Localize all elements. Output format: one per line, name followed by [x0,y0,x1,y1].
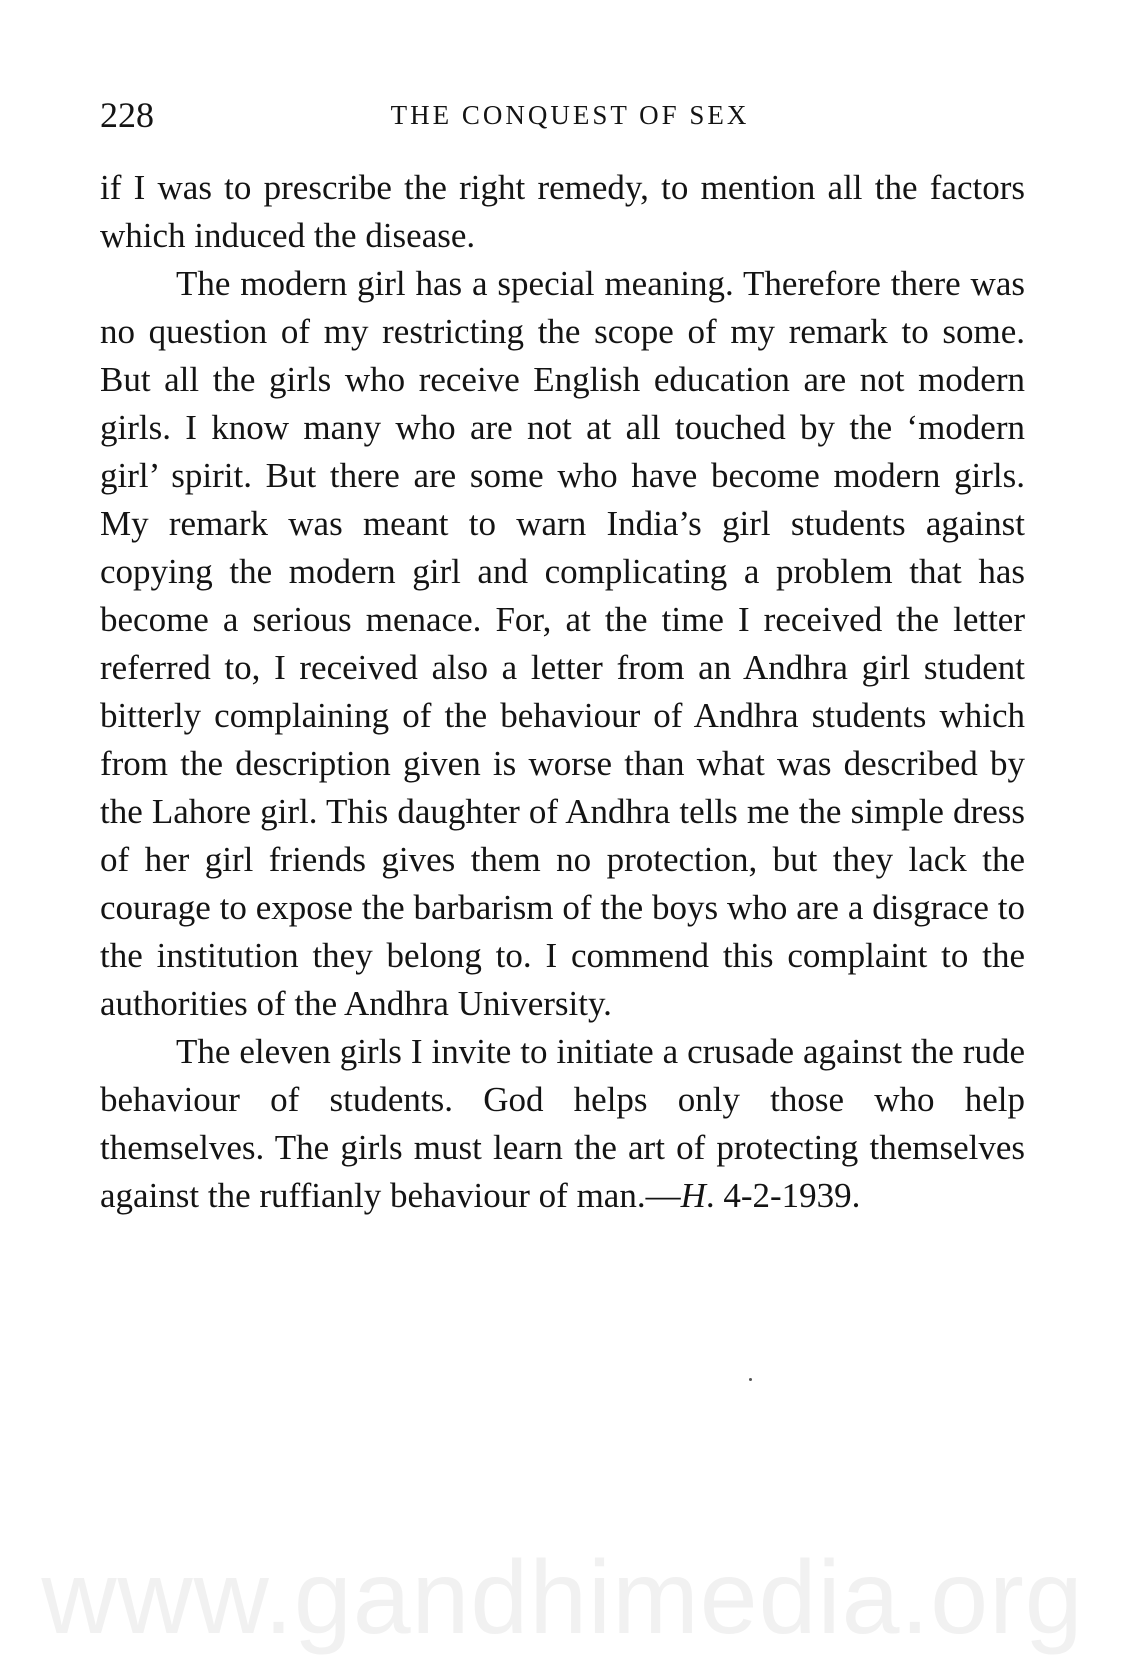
paragraph-modern-girl: The modern girl has a special meaning. Therefore there was no question of my restricting the scope of my remark to some. But all the girls who receive English education are not modern girls. I know many who are not at all touched by the ‘modern girl’ spirit. But there are some who have become modern girls. My remark was meant to warn India’s girl students against copying the modern girl and complicating a problem that has become a serious menace. For, at the time I received the letter referred to, I received also a letter from an Andhra girl student bitterly complaining of the behaviour of Andhra students which from the description given is worse than what was described by the Lahore girl. This daughter of Andhra tells me the simple dress of her girl friends gives them no protection, but they lack the courage to expose the barbarism of the boys who are a disgrace to the institution they belong to. I commend this complaint to the authorities of the Andhra University. [100,264,1025,1023]
watermark: www.gandhimedia.org [41,1540,1084,1656]
paragraph-eleven-girls-text: The eleven girls I invite to initiate a crusade against the rude behaviour of students. God helps only those who help themselves. The girls must learn the art of protecting themselves against the ruffianly behaviour of man. [100,1032,1025,1215]
body-text [100,164,1025,1220]
citation-dash: — [645,1176,681,1215]
paragraph-continued: if I was to prescribe the right remedy, to mention all the factors which induced the disease. [100,168,1025,255]
citation-source: H [680,1176,706,1215]
page-header [100,95,1025,145]
citation-date: . 4-2-1939. [705,1176,861,1215]
page-number: 228 [100,95,154,135]
print-speck [749,1378,752,1381]
running-head: THE CONQUEST OF SEX [390,100,750,130]
citation [646,1176,861,1215]
paragraph-eleven-girls [100,1028,1025,1220]
